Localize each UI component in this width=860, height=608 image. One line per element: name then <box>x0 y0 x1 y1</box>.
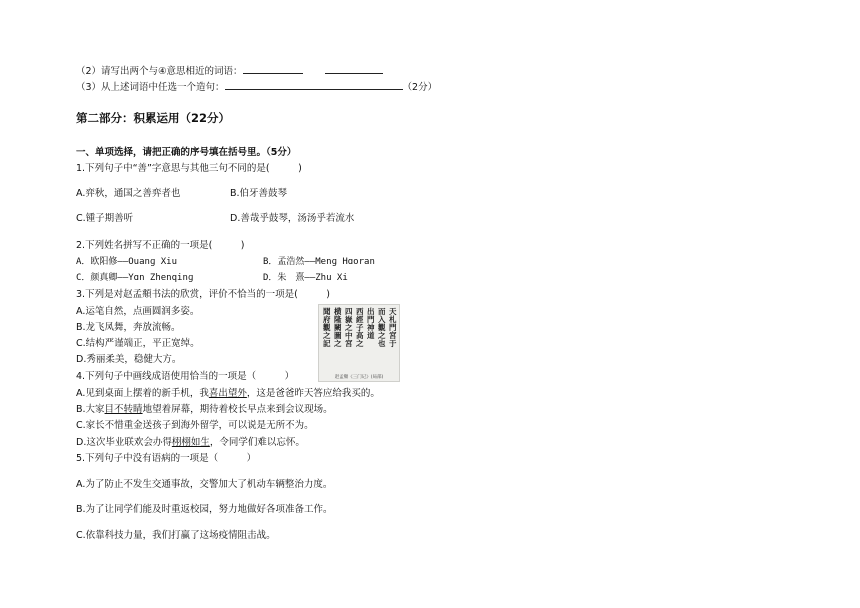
q3-stem: 3.下列是对赵孟頫书法的欣赏，评价不恰当的一项是( ) <box>76 289 330 300</box>
q4-option-b <box>76 404 333 416</box>
calligraphy-column: 聞府觀之記 <box>323 307 331 348</box>
q3-fill-prompt: （3）从上述词语中任选一个造句： <box>76 82 225 93</box>
q4-d-text: D.这次毕业联欢会办得 <box>76 437 172 448</box>
q5-option-c: C.依靠科技力量，我们打赢了这场疫情阻击战。 <box>76 530 276 541</box>
q4-stem: 4.下列句子中画线成语使用恰当的一项是（ ） <box>76 371 295 382</box>
q3-score: （2分） <box>402 82 438 93</box>
q5-stem: 5.下列句子中没有语病的一项是（ ） <box>76 453 257 464</box>
q1-option-a: A.弈秋，通国之善弈者也 <box>76 188 181 199</box>
q3-option-a: A.运笔自然，点画圆润多姿。 <box>76 306 200 317</box>
q5-option-a: A.为了防止不发生交通事故，交警加大了机动车辆整治力度。 <box>76 479 333 490</box>
q4-a-text-end: ，这是爸爸昨天答应给我买的。 <box>246 388 380 399</box>
calligraphy-image <box>318 304 400 382</box>
section1-heading: 一、单项选择，请把正确的序号填在括号里。（5分） <box>76 147 297 158</box>
q2-option-d: D．朱 熹——Zhu Xi <box>263 273 348 283</box>
q4-d-idiom: 栩栩如生 <box>171 437 210 448</box>
q4-option-a <box>76 388 380 400</box>
q4-b-text: B.大家 <box>76 404 105 415</box>
part2-heading: 第二部分：积累运用（22分） <box>76 111 231 125</box>
q4-a-text: A.见到桌面上摆着的新手机，我 <box>76 388 209 399</box>
sentence-blank[interactable] <box>225 80 403 90</box>
q3-option-b: B.龙飞凤舞，奔放流畅。 <box>76 322 181 333</box>
q1-option-b: B.伯牙善鼓琴 <box>230 188 288 199</box>
q2-option-a: A．欧阳修——Ouanɡ Xiu <box>76 257 178 267</box>
q1-option-d: D.善哉乎鼓琴，汤汤乎若流水 <box>230 213 355 224</box>
calligraphy-column: 出門神道 <box>367 307 375 340</box>
calligraphy-caption: 赵孟頫《三门记》(局部) <box>334 375 384 380</box>
q1-stem: 1.下列句子中“善”字意思与其他三句不同的是( ) <box>76 163 302 174</box>
q4-a-idiom: 喜出望外 <box>208 388 247 399</box>
q2-stem: 2.下列姓名拼写不正确的一项是( ) <box>76 240 245 251</box>
q2-fill-prompt: （2）请写出两个与④意思相近的词语： <box>76 66 243 77</box>
q5-option-b: B.为了让同学们能及时重返校园，努力地做好各项准备工作。 <box>76 504 333 515</box>
q4-b-idiom: 目不转睛 <box>104 404 143 415</box>
q4-option-c: C.家长不惜重金送孩子到海外留学，可以说是无所不为。 <box>76 420 314 431</box>
q2-option-c: C．颜真卿——Yɑn Zhenqinɡ <box>76 273 194 283</box>
answer-blank-2[interactable] <box>325 64 383 74</box>
q3-option-c: C.结构严谨端正，平正宽绰。 <box>76 338 200 349</box>
q3-option-d: D.秀丽柔美，稳健大方。 <box>76 354 182 365</box>
calligraphy-column: 四嶽之中宮 <box>345 307 353 348</box>
q4-option-d <box>76 437 305 449</box>
q4-d-text-end: ，令同学们难以忘怀。 <box>209 437 305 448</box>
q1-option-c: C.锺子期善听 <box>76 213 134 224</box>
answer-blank-1[interactable] <box>243 64 303 74</box>
q2-fill-line <box>76 64 383 78</box>
q4-b-text-end: 地望着屏幕，期待着校长早点来到会议现场。 <box>142 404 333 415</box>
q2-option-b: B．孟浩然——Menɡ Hɑoran <box>263 257 375 267</box>
calligraphy-column: 天札門宮于 <box>389 307 397 348</box>
calligraphy-column: 西經子高之 <box>356 307 364 348</box>
calligraphy-column: 而入觀之也 <box>378 307 386 348</box>
q3-fill-line <box>76 80 437 94</box>
calligraphy-glyphs <box>322 308 396 371</box>
calligraphy-column: 横隆闕圖之 <box>334 307 342 348</box>
